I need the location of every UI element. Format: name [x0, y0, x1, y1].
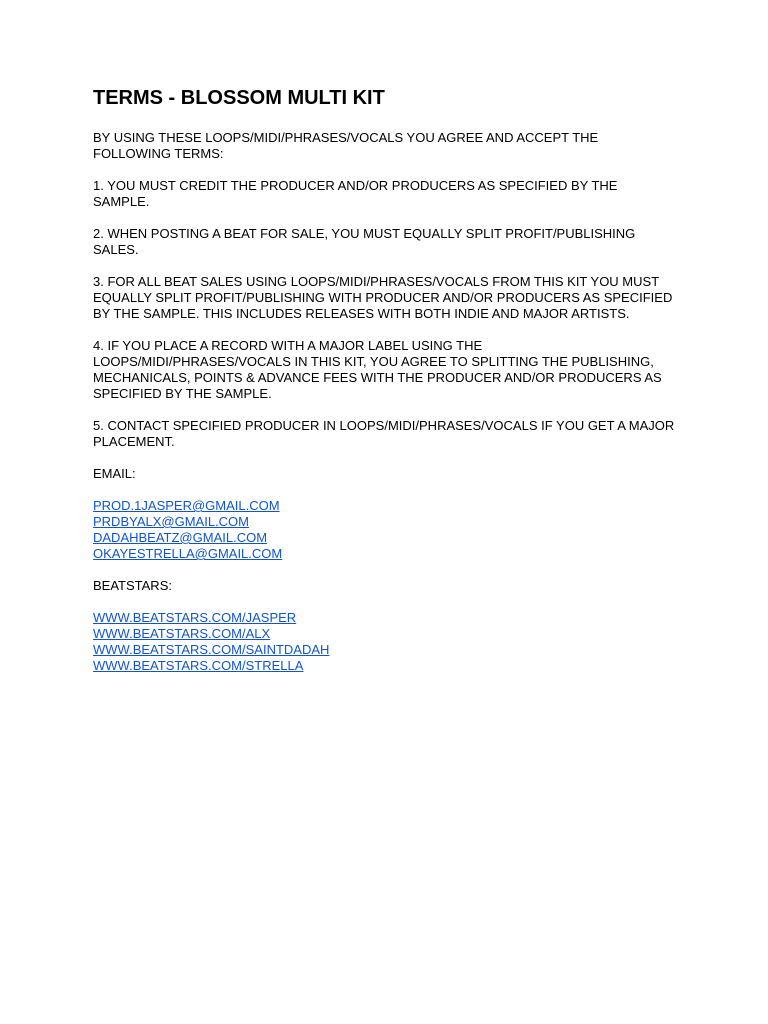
email-list — [93, 498, 683, 562]
term-line: MECHANICALS, POINTS & ADVANCE FEES WITH THE PRODUCER AND/OR PRODUCERS AS — [93, 370, 662, 385]
term-line: LOOPS/MIDI/PHRASES/VOCALS IN THIS KIT, YOU AGREE TO SPLITTING THE PUBLISHING, — [93, 354, 654, 369]
beatstars-link-strella[interactable]: WWW.BEATSTARS.COM/STRELLA — [93, 658, 304, 673]
email-link-estrella[interactable]: OKAYESTRELLA@GMAIL.COM — [93, 546, 283, 561]
term-line: PLACEMENT. — [93, 434, 175, 449]
term-5 — [93, 418, 683, 450]
term-line: SAMPLE. — [93, 194, 150, 209]
term-line: SPECIFIED BY THE SAMPLE. — [93, 386, 272, 401]
document-page — [93, 86, 683, 690]
email-link-alx[interactable]: PRDBYALX@GMAIL.COM — [93, 514, 249, 529]
term-line: 2. WHEN POSTING A BEAT FOR SALE, YOU MUST EQUALLY SPLIT PROFIT/PUBLISHING — [93, 226, 636, 241]
term-line: EQUALLY SPLIT PROFIT/PUBLISHING WITH PRODUCER AND/OR PRODUCERS AS SPECIFIED — [93, 290, 673, 305]
term-line: 5. CONTACT SPECIFIED PRODUCER IN LOOPS/MIDI/PHRASES/VOCALS IF YOU GET A MAJOR — [93, 418, 675, 433]
term-1 — [93, 178, 683, 210]
term-2 — [93, 226, 683, 258]
email-link-jasper[interactable]: PROD.1JASPER@GMAIL.COM — [93, 498, 280, 513]
beatstars-link-alx[interactable]: WWW.BEATSTARS.COM/ALX — [93, 626, 271, 641]
document-title: TERMS - BLOSSOM MULTI KIT — [93, 87, 385, 109]
beatstars-label: BEATSTARS: — [93, 578, 172, 593]
intro-paragraph — [93, 130, 683, 162]
email-link-dadah[interactable]: DADAHBEATZ@GMAIL.COM — [93, 530, 268, 545]
beatstars-list — [93, 610, 683, 674]
beatstars-link-jasper[interactable]: WWW.BEATSTARS.COM/JASPER — [93, 610, 297, 625]
email-label: EMAIL: — [93, 466, 136, 481]
beatstars-link-saintdadah[interactable]: WWW.BEATSTARS.COM/SAINTDADAH — [93, 642, 330, 657]
term-line: 4. IF YOU PLACE A RECORD WITH A MAJOR LABEL USING THE — [93, 338, 483, 353]
intro-line: BY USING THESE LOOPS/MIDI/PHRASES/VOCALS YOU AGREE AND ACCEPT THE — [93, 130, 599, 145]
term-line: 1. YOU MUST CREDIT THE PRODUCER AND/OR PRODUCERS AS SPECIFIED BY THE — [93, 178, 618, 193]
intro-line: FOLLOWING TERMS: — [93, 146, 224, 161]
term-line: SALES. — [93, 242, 139, 257]
term-4 — [93, 338, 683, 402]
term-line: BY THE SAMPLE. THIS INCLUDES RELEASES WITH BOTH INDIE AND MAJOR ARTISTS. — [93, 306, 630, 321]
term-line: 3. FOR ALL BEAT SALES USING LOOPS/MIDI/PHRASES/VOCALS FROM THIS KIT YOU MUST — [93, 274, 660, 289]
term-3 — [93, 274, 683, 322]
